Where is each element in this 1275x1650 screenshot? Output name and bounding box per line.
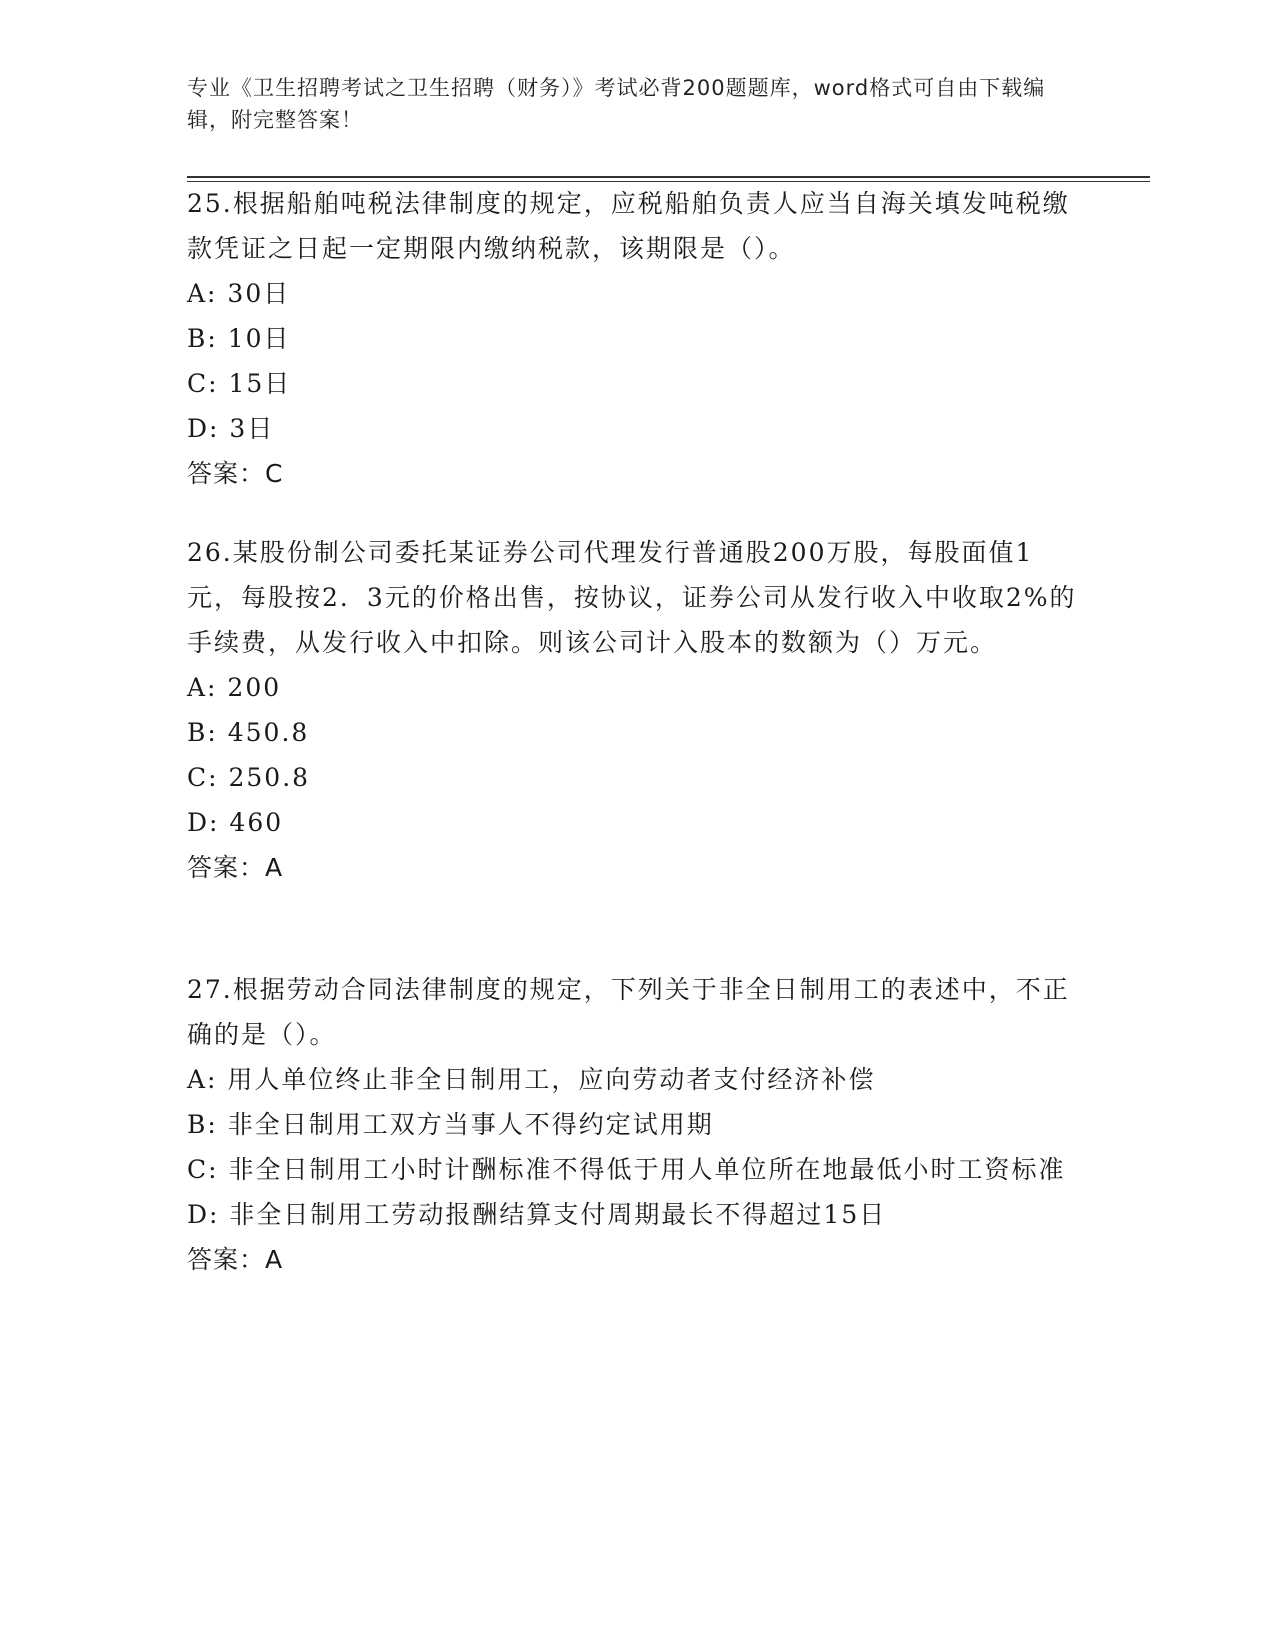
question-27: [187, 967, 1077, 1283]
option-a: A: 30日: [187, 279, 291, 308]
answer-line: 答案：C: [187, 459, 284, 488]
question-stem: 27.根据劳动合同法律制度的规定，下列关于非全日制用工的表述中，不正确的是（）。: [187, 975, 1070, 1049]
question-stem: 25.根据船舶吨税法律制度的规定，应税船舶负责人应当自海关填发吨税缴款凭证之日起一定期限内缴纳税款，该期限是（）。: [187, 189, 1070, 263]
document-header: 专业《卫生招聘考试之卫生招聘（财务）》考试必背200题题库，word格式可自由下载编辑，附完整答案！: [187, 76, 1046, 132]
option-d: D: 非全日制用工劳动报酬结算支付周期最长不得超过15日: [187, 1200, 887, 1229]
question-stem: 26.某股份制公司委托某证券公司代理发行普通股200万股，每股面值1元，每股按2．3元的价格出售，按协议，证券公司从发行收入中收取2%的手续费，从发行收入中扣除。则该公司计入股本的数额为（）万元。: [187, 538, 1077, 657]
option-d: D: 3日: [187, 414, 275, 443]
answer-line: 答案：A: [187, 853, 284, 882]
option-b: B: 450.8: [187, 718, 310, 747]
answer-line: 答案：A: [187, 1245, 284, 1274]
option-b: B: 非全日制用工双方当事人不得约定试用期: [187, 1110, 714, 1139]
option-d: D: 460: [187, 808, 284, 837]
option-c: C: 15日: [187, 369, 292, 398]
question-26: [187, 530, 1077, 891]
option-b: B: 10日: [187, 324, 291, 353]
option-c: C: 250.8: [187, 763, 311, 792]
option-a: A: 200: [187, 673, 282, 702]
option-a: A: 用人单位终止非全日制用工，应向劳动者支付经济补偿: [187, 1065, 876, 1094]
question-25: [187, 181, 1077, 497]
header-divider-thick: [187, 176, 1150, 178]
option-c: C: 非全日制用工小时计酬标准不得低于用人单位所在地最低小时工资标准: [187, 1155, 1066, 1184]
